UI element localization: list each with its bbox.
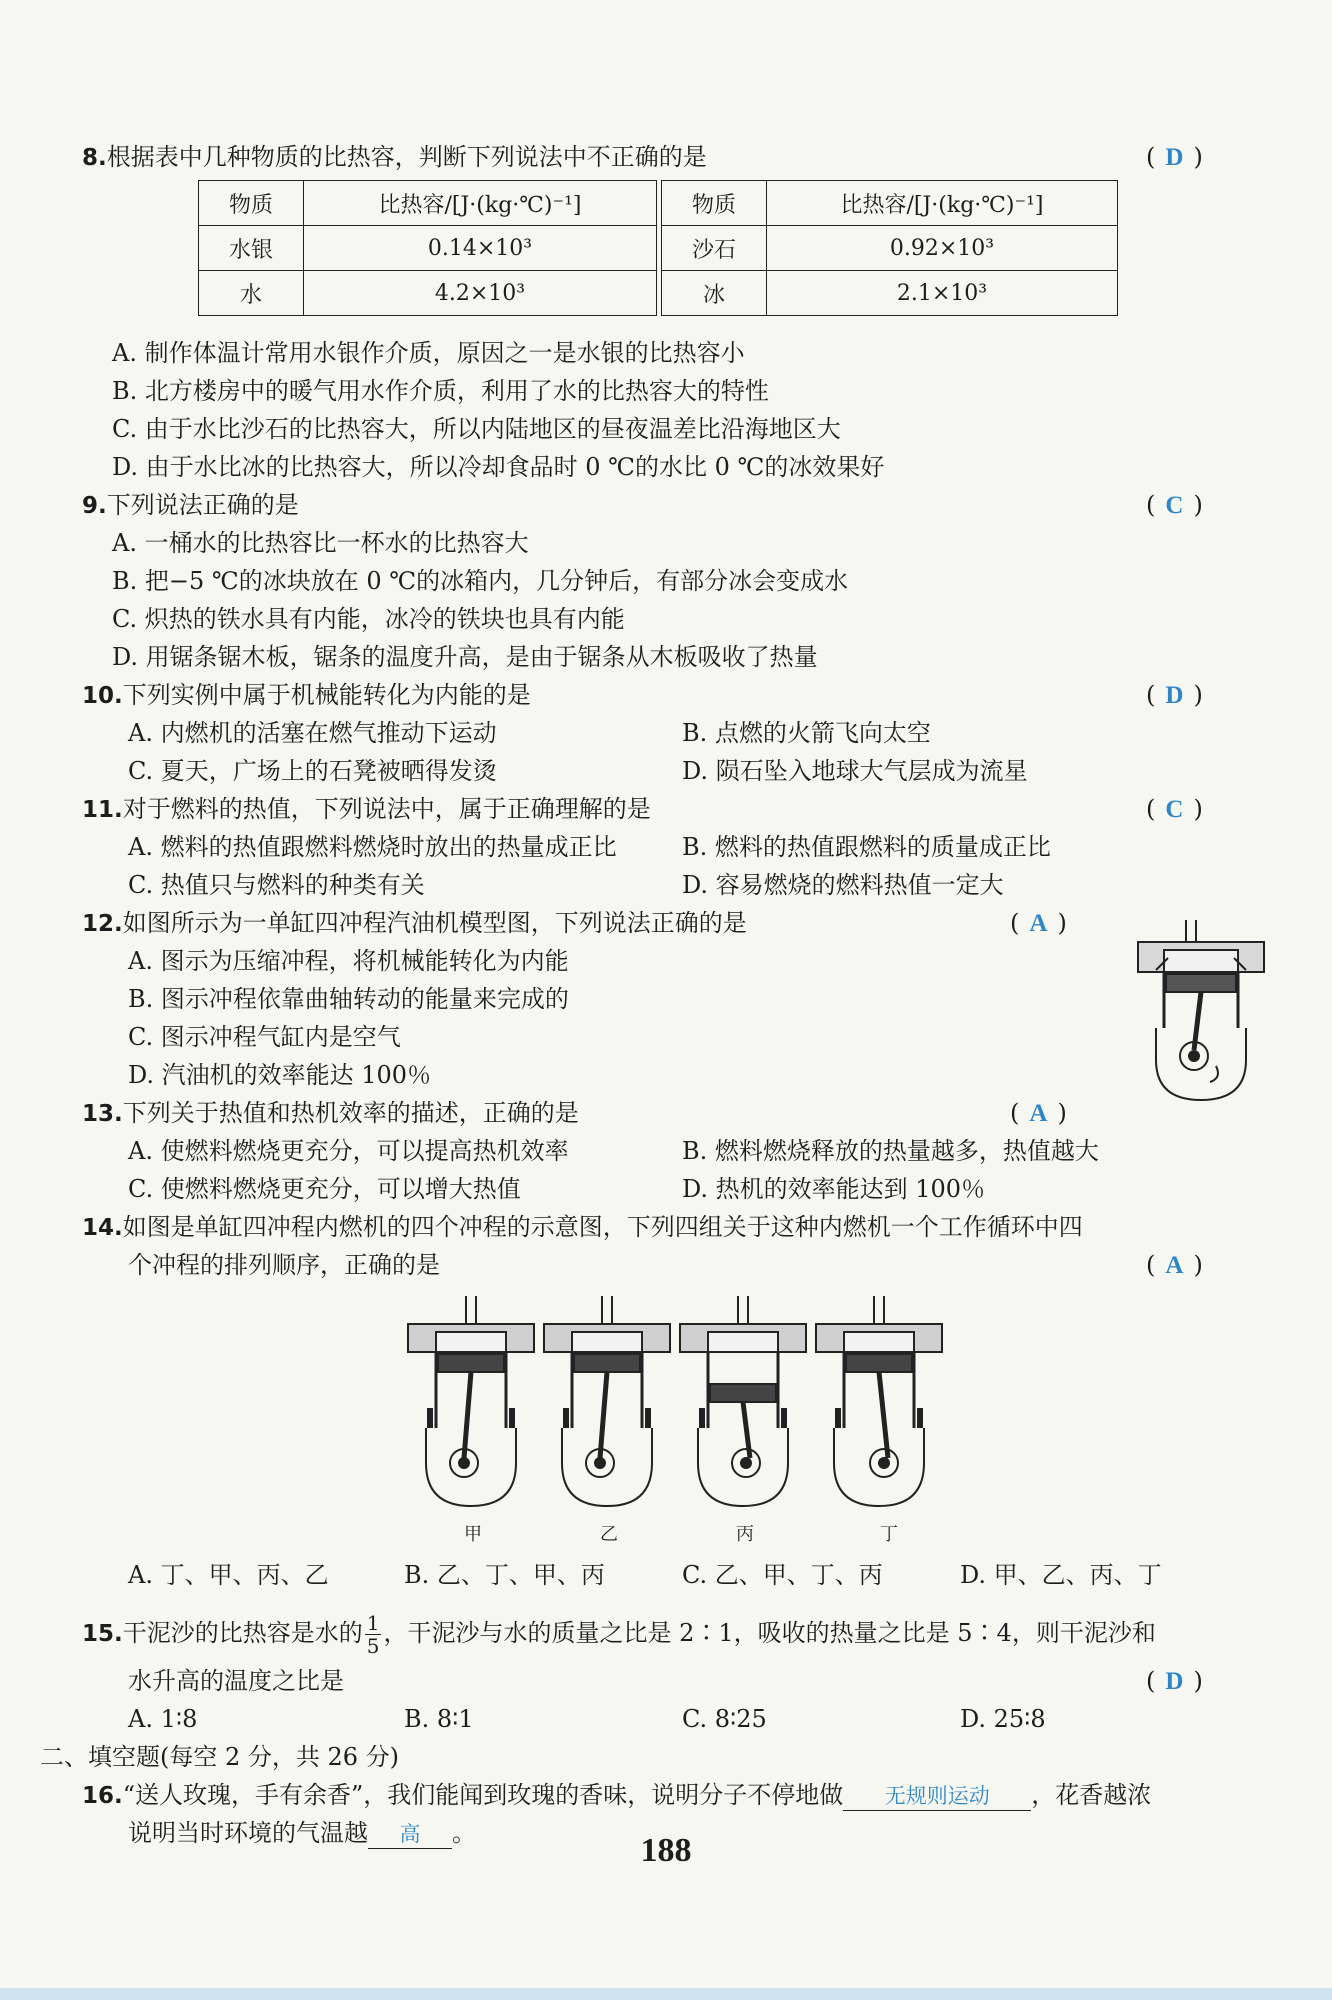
q12-stem-line: 12.如图所示为一单缸四冲程汽油机模型图，下列说法正确的是: [82, 909, 747, 937]
q16-line1: 16.“送人玫瑰，手有余香”，我们能闻到玫瑰的香味，说明分子不停地做 无规则运动 ，花香越浓: [82, 1781, 1152, 1809]
q8-option-d: D. 由于水比冰的比热容大，所以冷却食品时 0 ℃的水比 0 ℃的冰效果好: [112, 453, 885, 481]
q10-option-d: D. 陨石坠入地球大气层成为流星: [682, 757, 1028, 785]
q14-stem-line2: 个冲程的排列顺序，正确的是: [128, 1251, 440, 1279]
caption-bing: 丙: [736, 1524, 754, 1545]
table-cell: 冰: [662, 271, 767, 316]
table-header-cell: 物质: [199, 181, 304, 226]
caption-yi: 乙: [600, 1524, 618, 1545]
q9-stem-line: 9.下列说法正确的是: [82, 491, 299, 519]
engine-diagram-jia: [408, 1296, 534, 1506]
table-cell: 4.2×10³: [304, 271, 657, 316]
q12-option-c: C. 图示冲程气缸内是空气: [128, 1023, 401, 1051]
table-cell: 0.92×10³: [767, 226, 1118, 271]
q14-option-c: C. 乙、甲、丁、丙: [682, 1561, 883, 1589]
engine-diagram-ding: [816, 1296, 942, 1506]
q16-blank-2: 高: [368, 1820, 452, 1849]
q15-stem-line2: 水升高的温度之比是: [128, 1667, 344, 1695]
q10-option-b: B. 点燃的火箭飞向太空: [682, 719, 931, 747]
engine-figure: [1126, 910, 1276, 1110]
q13-option-d: D. 热机的效率能达到 100％: [682, 1175, 986, 1203]
four-stroke-diagrams: [404, 1288, 944, 1516]
table-header-cell: 比热容/[J·(kg·℃)⁻¹]: [304, 181, 657, 226]
table-header-row: [199, 181, 1118, 226]
q11-option-b: B. 燃料的热值跟燃料的质量成正比: [682, 833, 1051, 861]
q11-option-c: C. 热值只与燃料的种类有关: [128, 871, 425, 899]
q14-answer: ( A ): [1146, 1251, 1203, 1279]
q8-number: 8.: [82, 145, 107, 171]
specific-heat-table: [198, 180, 1118, 316]
table-cell: 2.1×10³: [767, 271, 1118, 316]
q12-option-b: B. 图示冲程依靠曲轴转动的能量来完成的: [128, 985, 569, 1013]
q9-option-d: D. 用锯条锯木板，锯条的温度升高，是由于锯条从木板吸收了热量: [112, 643, 818, 671]
q8-option-a: A. 制作体温计常用水银作介质，原因之一是水银的比热容小: [112, 339, 745, 367]
q11-stem-line: 11.对于燃料的热值，下列说法中，属于正确理解的是: [82, 795, 651, 823]
q11-answer: ( C ): [1146, 795, 1203, 823]
q8-option-b: B. 北方楼房中的暖气用水作介质，利用了水的比热容大的特性: [112, 377, 769, 405]
q13-option-b: B. 燃料燃烧释放的热量越多，热值越大: [682, 1137, 1099, 1165]
q16-line2: 说明当时环境的气温越 高 。: [128, 1819, 476, 1847]
q12-answer: ( A ): [1010, 909, 1067, 937]
table-row: [199, 226, 1118, 271]
q11-option-d: D. 容易燃烧的燃料热值一定大: [682, 871, 1004, 899]
q12-option-a: A. 图示为压缩冲程，将机械能转化为内能: [128, 947, 569, 975]
q11-option-a: A. 燃料的热值跟燃料燃烧时放出的热量成正比: [128, 833, 617, 861]
caption-jia: 甲: [464, 1524, 482, 1545]
table-row: [199, 271, 1118, 316]
table-cell: 水: [199, 271, 304, 316]
fraction: $\frac{1}{5}$: [366, 1611, 380, 1658]
q10-stem-line: 10.下列实例中属于机械能转化为内能的是: [82, 681, 531, 709]
q14-option-a: A. 丁、甲、丙、乙: [128, 1561, 329, 1589]
engine-diagram-yi: [544, 1296, 670, 1506]
q9-answer: ( C ): [1146, 491, 1203, 519]
q13-option-c: C. 使燃料燃烧更充分，可以增大热值: [128, 1175, 521, 1203]
q12-option-d: D. 汽油机的效率能达 100％: [128, 1061, 432, 1089]
engine-diagram-bing: [680, 1296, 806, 1506]
caption-ding: 丁: [880, 1524, 898, 1545]
q8-option-c: C. 由于水比沙石的比热容大，所以内陆地区的昼夜温差比沿海地区大: [112, 415, 841, 443]
q15-option-c: C. 8∶25: [682, 1705, 767, 1733]
table-cell: 沙石: [662, 226, 767, 271]
q15-option-d: D. 25∶8: [960, 1705, 1046, 1733]
page-number: 188: [640, 1832, 692, 1869]
table-header-cell: 比热容/[J·(kg·℃)⁻¹]: [767, 181, 1118, 226]
q9-option-a: A. 一桶水的比热容比一杯水的比热容大: [112, 529, 529, 557]
q8-stem-line: [82, 140, 707, 175]
q14-stem-line: 14.如图是单缸四冲程内燃机的四个冲程的示意图，下列四组关于这种内燃机一个工作循环中四: [82, 1213, 1083, 1241]
q15-stem-line: 15.干泥沙的比热容是水的 $\frac{1}{5}$ ，干泥沙与水的质量之比是 2∶1，吸收的热量之比是 5∶4，则干泥沙和: [82, 1611, 1156, 1658]
section-heading: 二、填空题(每空 2 分，共 26 分): [40, 1743, 400, 1771]
q13-answer: ( A ): [1010, 1099, 1067, 1127]
q8-stem: 根据表中几种物质的比热容，判断下列说法中不正确的是: [106, 143, 707, 171]
table-cell: 0.14×10³: [304, 226, 657, 271]
q9-option-c: C. 炽热的铁水具有内能，冰冷的铁块也具有内能: [112, 605, 625, 633]
q15-option-b: B. 8∶1: [404, 1705, 474, 1733]
q14-option-d: D. 甲、乙、丙、丁: [960, 1561, 1162, 1589]
q8-answer: ( D ): [1146, 143, 1203, 171]
table-cell: 水银: [199, 226, 304, 271]
q10-answer: ( D ): [1146, 681, 1203, 709]
table-header-cell: 物质: [662, 181, 767, 226]
q13-stem-line: 13.下列关于热值和热机效率的描述，正确的是: [82, 1099, 579, 1127]
q14-option-b: B. 乙、丁、甲、丙: [404, 1561, 605, 1589]
q13-option-a: A. 使燃料燃烧更充分，可以提高热机效率: [128, 1137, 569, 1165]
q16-blank-1: 无规则运动: [843, 1782, 1031, 1811]
q9-option-b: B. 把−5 ℃的冰块放在 0 ℃的冰箱内，几分钟后，有部分冰会变成水: [112, 567, 849, 595]
q10-option-a: A. 内燃机的活塞在燃气推动下运动: [128, 719, 497, 747]
q15-answer: ( D ): [1146, 1667, 1203, 1695]
bottom-edge: [0, 1988, 1332, 2000]
q15-option-a: A. 1∶8: [128, 1705, 198, 1733]
q10-option-c: C. 夏天，广场上的石凳被晒得发烫: [128, 757, 497, 785]
